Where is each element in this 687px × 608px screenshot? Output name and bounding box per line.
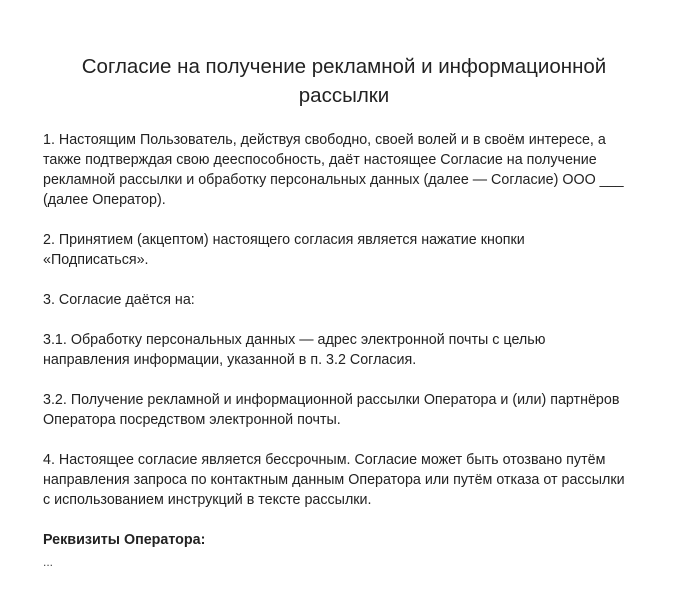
paragraph-line: 3.1. Обработку персональных данных — адрес электронной почты с целью	[43, 332, 546, 348]
document-title	[43, 52, 645, 110]
requisites-value: ...	[43, 555, 54, 569]
paragraph-line: с использованием инструкций в тексте рассылки.	[43, 492, 372, 508]
paragraph-3-1	[43, 330, 653, 370]
paragraph-1	[43, 130, 653, 210]
paragraph-line: 3. Согласие даётся на:	[43, 292, 195, 308]
paragraph-line: направления информации, указанной в п. 3.2 Согласия.	[43, 352, 417, 368]
paragraph-line: 3.2. Получение рекламной и информационной рассылки Оператора и (или) партнёров	[43, 392, 620, 408]
paragraph-line: «Подписаться».	[43, 252, 149, 268]
requisites-heading: Реквизиты Оператора:	[43, 532, 206, 548]
paragraph-line: Оператора посредством электронной почты.	[43, 412, 341, 428]
paragraph-4	[43, 450, 653, 510]
title-line: Согласие на получение рекламной и информационной	[81, 55, 607, 78]
paragraph-3-2	[43, 390, 653, 430]
paragraph-line: 1. Настоящим Пользователь, действуя свободно, своей волей и в своём интересе, а	[43, 132, 606, 148]
paragraph-line: направления запроса по контактным данным Оператора или путём отказа от рассылки	[43, 472, 625, 488]
paragraph-2	[43, 230, 653, 270]
paragraph-line: 2. Принятием (акцептом) настоящего согласия является нажатие кнопки	[43, 232, 525, 248]
paragraph-line: рекламной рассылки и обработку персональных данных (далее — Согласие) ООО ___	[43, 172, 624, 188]
paragraph-line: (далее Оператор).	[43, 192, 166, 208]
paragraph-3	[43, 290, 653, 310]
title-line: рассылки	[298, 84, 390, 107]
paragraph-line: также подтверждая свою дееспособность, даёт настоящее Согласие на получение	[43, 152, 597, 168]
paragraph-line: 4. Настоящее согласие является бессрочным. Согласие может быть отозвано путём	[43, 452, 606, 468]
